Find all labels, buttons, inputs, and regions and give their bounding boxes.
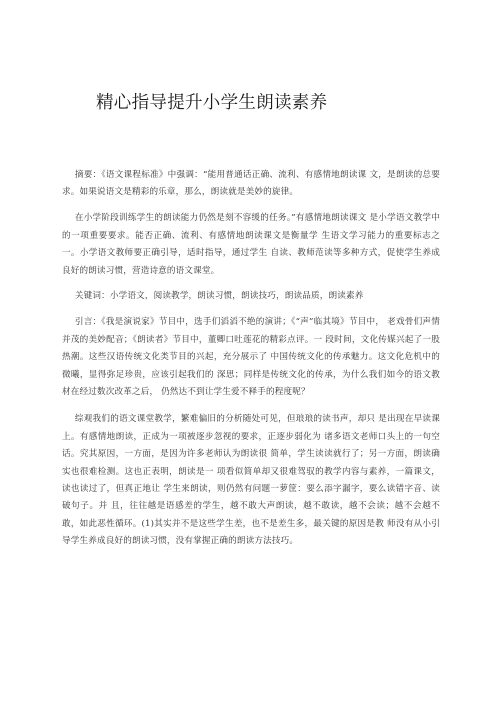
introduction-paragraph: 引言：《我是演说家》节目中，选手们滔滔不绝的演讲；《“声”临其境》节目中， 老戏骨们声情并茂的美妙配音；《朗读者》节目中，董卿口吐莲花的精彩点评。一 段时间，文化传媒兴起了一股热潮。这些汉语传统文化类节目的兴起，充分展示了 中国传统文化的传承魅力。这文化危机中的微曦，显得弥足珍贵，应该引起我们的 深思；同样是传统文化的传承，为什么我们如今的语文教材在经过数次改革之后， 仍然达不到让学生爱不释手的程度呢？	[62, 317, 440, 397]
document-body	[62, 167, 440, 551]
body-paragraph: 在小学阶段训练学生的朗读能力仍然是刻不容缓的任务。”有感情地朗读课文 是小学语文教学中的一项重要要求。能否正确、流利、有感情地朗读课文是衡量学 生语文学习能力的重要标志之一。小学语文教师要正确引导，适时指导，通过学生 自读、教师范读等多种方式，促使学生养成良好的朗读习惯，营造诗意的语文课堂。	[62, 213, 440, 276]
body-paragraph: 综观我们的语文课堂教学，繁难偏旧的分析随处可见，但琅琅的读书声，却只 是出现在早读课上。有感情地朗读，正成为一项被逐步忽视的要求，正逐步弱化为 诸多语文老师口头上的一句空话。究其原因，一方面，是因为许多老师认为朗读很 简单，学生读读就行了；另一方面，朗读确实也很难检测。这也正表明，朗读是一 项看似简单却又很难驾驭的教学内容与素养，一篇课文，读也读过了，但真正地让 学生来朗读，则仍然有问题一萝筐：要么添字漏字，要么读错字音、读破句子。并 且，往往越是语感差的学生，越不敢大声朗读，越不敢读，越不会读；越不会越不 敢，如此恶性循环。(1)其实并不是这些学生差，也不是差生多，最关键的原因是教 师没有从小引导学生养成良好的朗读习惯，没有掌握正确的朗读方法技巧。	[62, 414, 440, 547]
keywords-paragraph: 关键词：小学语文，阅读教学，朗读习惯，朗读技巧，朗读品质，朗读素养	[74, 291, 364, 302]
abstract-paragraph: 摘要：《语文课程标准》中强调：“能用普通话正确、流利、有感情地朗读课 文，是朗读的总要求。如果说语文是精彩的乐章，那么，朗读就是美妙的旋律。	[62, 170, 440, 198]
document-title: 精心指导提升小学生朗读素养	[96, 93, 328, 113]
